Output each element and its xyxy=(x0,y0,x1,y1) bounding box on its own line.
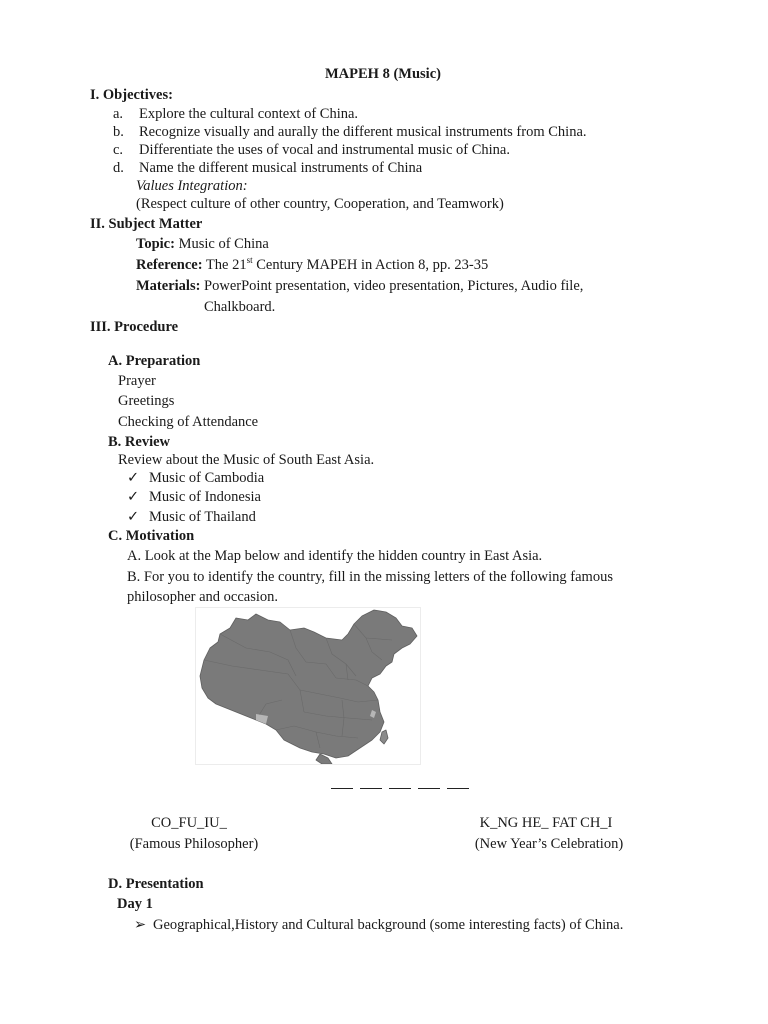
topic-value: Music of China xyxy=(178,236,269,252)
answer-blank xyxy=(389,788,411,789)
motivation-line-b-continued: philosopher and occasion. xyxy=(127,589,279,605)
objective-text: Differentiate the uses of vocal and instrumental music of China. xyxy=(139,142,510,158)
procedure-heading: III. Procedure xyxy=(90,319,179,335)
check-icon: ✓ xyxy=(127,509,140,525)
puzzle-philosopher: CO_FU_IU_ xyxy=(151,815,227,831)
materials-value: PowerPoint presentation, video presentation, Pictures, Audio file, xyxy=(204,278,584,294)
puzzle-philosopher-hint: (Famous Philosopher) xyxy=(129,836,259,852)
materials-label: Materials: xyxy=(136,278,201,294)
check-icon: ✓ xyxy=(127,470,140,486)
check-icon: ✓ xyxy=(127,489,140,505)
values-integration-label: Values Integration: xyxy=(136,178,248,194)
list-marker: c. xyxy=(113,142,124,158)
reference-line xyxy=(136,257,488,274)
arrow-bullet-icon: ➢ xyxy=(134,917,147,933)
preparation-item: Greetings xyxy=(118,393,175,409)
puzzle-celebration: K_NG HE_ FAT CH_I xyxy=(479,815,613,831)
objective-item xyxy=(113,160,422,177)
reference-label: Reference: xyxy=(136,257,203,273)
presentation-item xyxy=(134,917,623,934)
page-title: MAPEH 8 (Music) xyxy=(325,66,441,82)
china-map-icon xyxy=(195,607,421,765)
review-item: ✓ Music of Cambodia xyxy=(127,470,265,486)
presentation-item-text: Geographical,History and Cultural background (some interesting facts) of China. xyxy=(153,917,624,933)
objective-item xyxy=(113,124,587,141)
review-heading: B. Review xyxy=(108,434,171,450)
preparation-item: Checking of Attendance xyxy=(118,414,259,430)
motivation-line-a: A. Look at the Map below and identify the hidden country in East Asia. xyxy=(127,548,543,564)
objective-text: Recognize visually and aurally the different musical instruments from China. xyxy=(139,124,587,140)
motivation-line-b: B. For you to identify the country, fill in the missing letters of the following famous xyxy=(127,569,613,585)
review-intro: Review about the Music of South East Asia. xyxy=(118,452,375,468)
answer-blank xyxy=(331,788,353,789)
day-label: Day 1 xyxy=(117,896,153,912)
list-marker: b. xyxy=(113,124,124,140)
objectives-heading: I. Objectives: xyxy=(90,87,173,103)
values-integration-text: (Respect culture of other country, Cooperation, and Teamwork) xyxy=(136,196,504,212)
subject-matter-heading: II. Subject Matter xyxy=(90,216,203,232)
materials-line xyxy=(136,278,583,295)
objective-item xyxy=(113,142,510,159)
answer-blank xyxy=(447,788,469,789)
superscript: st xyxy=(246,255,253,266)
objective-text: Name the different musical instruments of China xyxy=(139,160,423,176)
list-marker: d. xyxy=(113,160,124,176)
motivation-heading: C. Motivation xyxy=(108,528,195,544)
review-item: ✓ Music of Thailand xyxy=(127,509,256,525)
preparation-heading: A. Preparation xyxy=(108,353,201,369)
preparation-item: Prayer xyxy=(118,373,156,389)
list-marker: a. xyxy=(113,106,124,122)
topic-label: Topic: xyxy=(136,236,175,252)
topic-line xyxy=(136,236,269,253)
review-item: ✓ Music of Indonesia xyxy=(127,489,261,505)
puzzle-celebration-hint: (New Year’s Celebration) xyxy=(474,836,624,852)
answer-blank xyxy=(418,788,440,789)
presentation-heading: D. Presentation xyxy=(108,876,204,892)
reference-value: The 21st Century MAPEH in Action 8, pp. 23-35 xyxy=(205,255,489,273)
materials-continuation: Chalkboard. xyxy=(204,299,276,315)
objective-text: Explore the cultural context of China. xyxy=(139,106,359,122)
objective-item xyxy=(113,106,358,123)
answer-blank xyxy=(360,788,382,789)
